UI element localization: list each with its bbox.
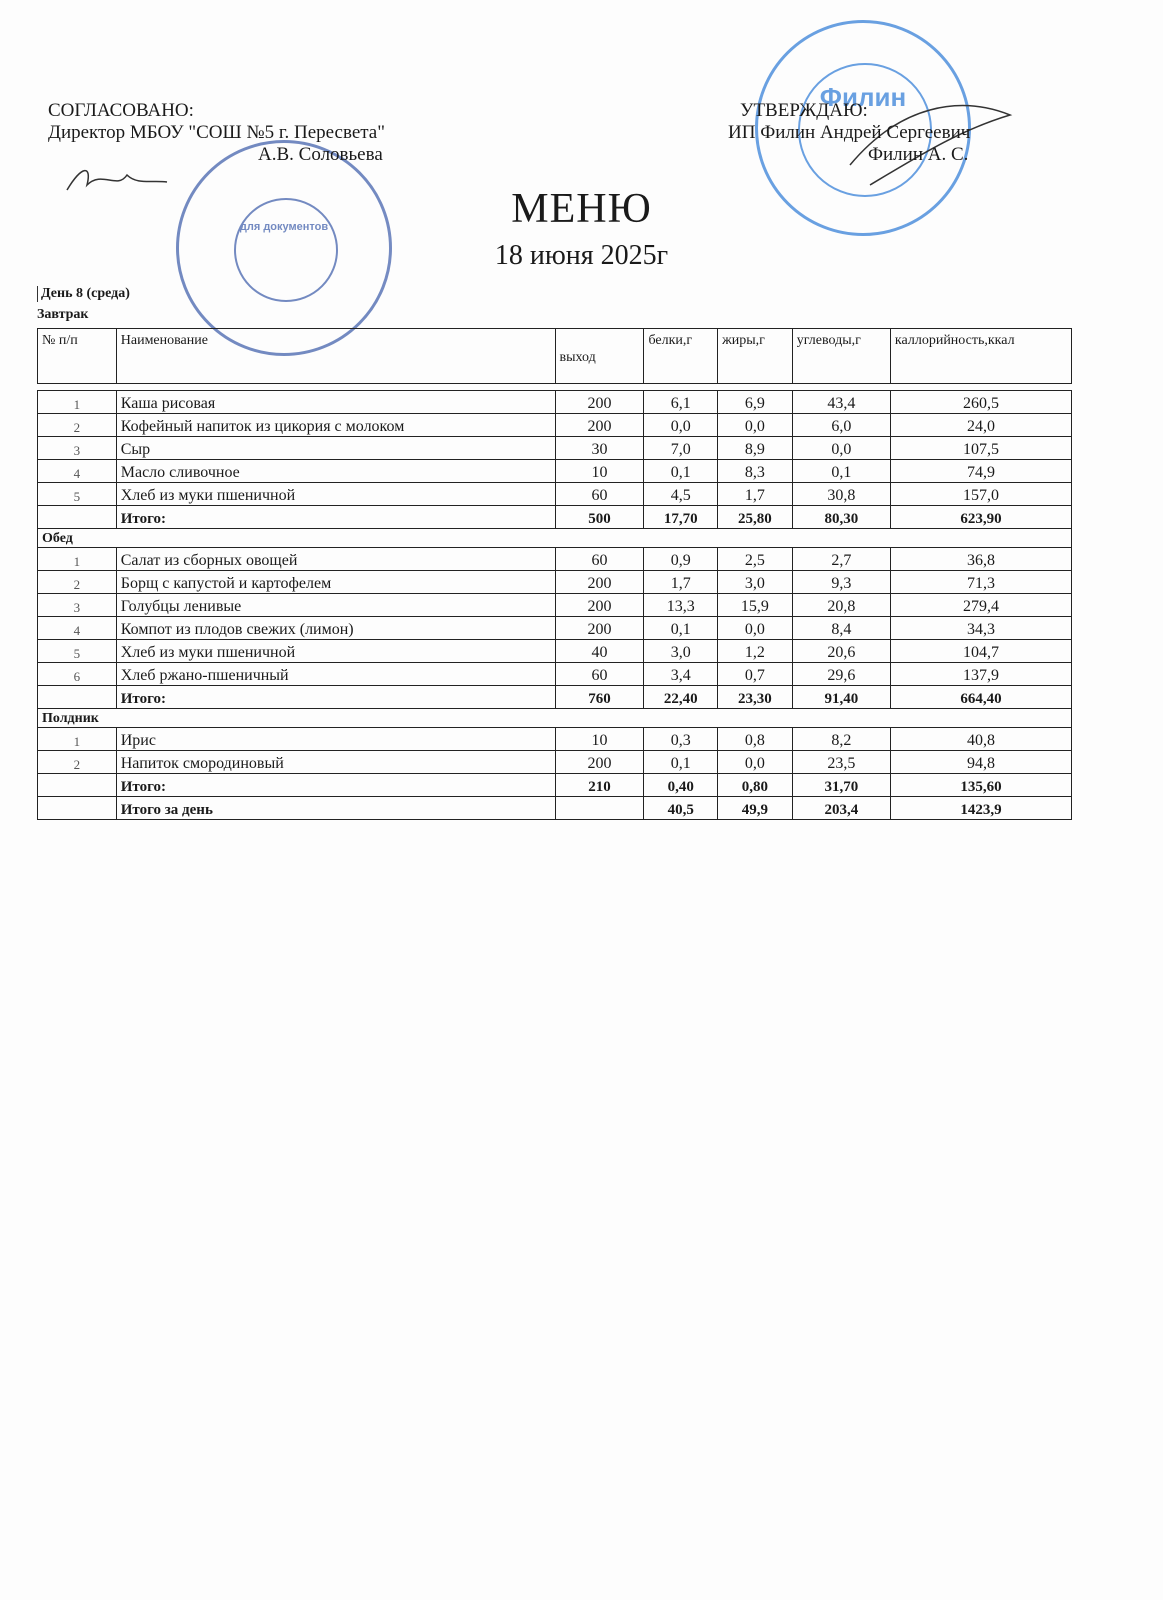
cell-num: 2 [38, 414, 117, 437]
total-yield: 500 [555, 506, 644, 529]
header-fat: жиры,г [718, 329, 793, 384]
cell-protein: 0,3 [644, 728, 718, 751]
cell-carbs: 0,0 [792, 437, 890, 460]
cell-protein: 0,1 [644, 751, 718, 774]
cell-fat: 2,5 [718, 548, 793, 571]
cell-yield: 200 [555, 594, 644, 617]
cell-carbs: 6,0 [792, 414, 890, 437]
table-row [38, 663, 1072, 686]
cell-name: Хлеб из муки пшеничной [116, 640, 555, 663]
section-label-breakfast: Завтрак [37, 307, 89, 322]
header-carbs: углеводы,г [792, 329, 890, 384]
header-name: Наименование [116, 329, 555, 384]
approved-name: Филин А. С. [868, 144, 969, 165]
cell-protein: 3,0 [644, 640, 718, 663]
cell-name: Напиток смородиновый [116, 751, 555, 774]
table-row [38, 617, 1072, 640]
cell-carbs: 8,2 [792, 728, 890, 751]
menu-table [37, 328, 1072, 820]
total-yield: 210 [555, 774, 644, 797]
cell-protein: 6,1 [644, 391, 718, 414]
agreed-name: А.В. Соловьева [258, 144, 383, 165]
total-protein: 17,70 [644, 506, 718, 529]
cell-num: 6 [38, 663, 117, 686]
table-row [38, 728, 1072, 751]
approved-position: ИП Филин Андрей Сергеевич [728, 122, 971, 143]
table-row [38, 594, 1072, 617]
cell-name: Ирис [116, 728, 555, 751]
cell-carbs: 8,4 [792, 617, 890, 640]
total-name: Итого: [116, 774, 555, 797]
cell-num [38, 506, 117, 529]
approved-label: УТВЕРЖДАЮ: [740, 100, 868, 121]
total-calories: 623,90 [890, 506, 1071, 529]
cell-calories: 137,9 [890, 663, 1071, 686]
cell-protein: 13,3 [644, 594, 718, 617]
cell-carbs: 9,3 [792, 571, 890, 594]
cell-yield: 10 [555, 460, 644, 483]
cell-fat: 0,0 [718, 751, 793, 774]
cell-fat: 15,9 [718, 594, 793, 617]
cell-num: 3 [38, 594, 117, 617]
cell-carbs: 43,4 [792, 391, 890, 414]
cell-name: Компот из плодов свежих (лимон) [116, 617, 555, 640]
cell-yield: 60 [555, 483, 644, 506]
approved-block [728, 100, 970, 166]
total-row [38, 686, 1072, 709]
cell-fat: 1,7 [718, 483, 793, 506]
cell-carbs: 23,5 [792, 751, 890, 774]
cell-protein: 0,1 [644, 460, 718, 483]
total-yield: 760 [555, 686, 644, 709]
section-row-snack [38, 709, 1072, 728]
cell-num: 4 [38, 617, 117, 640]
cell-fat: 8,9 [718, 437, 793, 460]
cell-num [38, 686, 117, 709]
cell-calories: 36,8 [890, 548, 1071, 571]
total-carbs: 91,40 [792, 686, 890, 709]
cell-yield: 30 [555, 437, 644, 460]
agreed-position: Директор МБОУ "СОШ №5 г. Пересвета" [48, 122, 385, 143]
cell-num [38, 797, 117, 820]
cell-name: Борщ с капустой и картофелем [116, 571, 555, 594]
cell-protein: 1,7 [644, 571, 718, 594]
cell-calories: 157,0 [890, 483, 1071, 506]
cell-name: Хлеб ржано-пшеничный [116, 663, 555, 686]
cell-fat: 1,2 [718, 640, 793, 663]
cell-num: 2 [38, 571, 117, 594]
page-title: МЕНЮ [511, 186, 652, 232]
cell-fat: 8,3 [718, 460, 793, 483]
total-carbs: 80,30 [792, 506, 890, 529]
cell-yield: 200 [555, 414, 644, 437]
cell-carbs: 20,6 [792, 640, 890, 663]
total-fat: 23,30 [718, 686, 793, 709]
table-row [38, 437, 1072, 460]
section-label-snack: Полдник [38, 709, 1072, 728]
table-row [38, 391, 1072, 414]
cell-num: 3 [38, 437, 117, 460]
cell-calories: 74,9 [890, 460, 1071, 483]
day-label: День 8 (среда) [37, 286, 130, 302]
cell-calories: 107,5 [890, 437, 1071, 460]
total-name: Итого: [116, 506, 555, 529]
table-header-row [38, 329, 1072, 384]
table-row [38, 548, 1072, 571]
menu-date: 18 июня 2025г [494, 240, 669, 271]
cell-yield: 10 [555, 728, 644, 751]
cell-calories: 94,8 [890, 751, 1071, 774]
cell-num: 1 [38, 548, 117, 571]
cell-fat: 0,7 [718, 663, 793, 686]
cell-num [38, 774, 117, 797]
cell-calories: 40,8 [890, 728, 1071, 751]
cell-protein: 7,0 [644, 437, 718, 460]
cell-protein: 4,5 [644, 483, 718, 506]
cell-name: Кофейный напиток из цикория с молоком [116, 414, 555, 437]
cell-fat: 6,9 [718, 391, 793, 414]
cell-calories: 24,0 [890, 414, 1071, 437]
seal-text: Филин [819, 82, 907, 112]
header-calories: каллорийность,ккал [890, 329, 1071, 384]
cell-calories: 260,5 [890, 391, 1071, 414]
day-total-row [38, 797, 1072, 820]
cell-yield: 60 [555, 548, 644, 571]
agreed-label: СОГЛАСОВАНО: [48, 100, 194, 121]
cell-name: Масло сливочное [116, 460, 555, 483]
cell-protein: 3,4 [644, 663, 718, 686]
cell-num: 1 [38, 391, 117, 414]
table-row [38, 751, 1072, 774]
section-label-lunch: Обед [38, 529, 1072, 548]
day-total-fat: 49,9 [718, 797, 793, 820]
total-protein: 0,40 [644, 774, 718, 797]
total-carbs: 31,70 [792, 774, 890, 797]
cell-name: Голубцы ленивые [116, 594, 555, 617]
cell-yield: 200 [555, 751, 644, 774]
header-num: № п/п [38, 329, 117, 384]
total-row [38, 506, 1072, 529]
table-row [38, 640, 1072, 663]
cell-name: Салат из сборных овощей [116, 548, 555, 571]
total-row [38, 774, 1072, 797]
cell-num: 5 [38, 483, 117, 506]
cell-calories: 71,3 [890, 571, 1071, 594]
total-calories: 135,60 [890, 774, 1071, 797]
cell-name: Каша рисовая [116, 391, 555, 414]
cell-calories: 34,3 [890, 617, 1071, 640]
cell-carbs: 20,8 [792, 594, 890, 617]
total-fat: 0,80 [718, 774, 793, 797]
table-row [38, 571, 1072, 594]
cell-yield: 200 [555, 617, 644, 640]
cell-fat: 0,0 [718, 617, 793, 640]
seal-text: для документов [239, 221, 329, 233]
cell-num: 5 [38, 640, 117, 663]
cell-num: 1 [38, 728, 117, 751]
cell-yield: 200 [555, 571, 644, 594]
header-yield: выход [555, 329, 644, 384]
cell-yield: 60 [555, 663, 644, 686]
section-row-lunch [38, 529, 1072, 548]
cell-carbs: 29,6 [792, 663, 890, 686]
day-total-yield [555, 797, 644, 820]
agreed-block [48, 100, 385, 166]
total-name: Итого: [116, 686, 555, 709]
table-row [38, 414, 1072, 437]
spacer-cell [38, 384, 1072, 391]
cell-carbs: 30,8 [792, 483, 890, 506]
day-total-calories: 1423,9 [890, 797, 1071, 820]
cell-carbs: 2,7 [792, 548, 890, 571]
cell-protein: 0,9 [644, 548, 718, 571]
cell-num: 4 [38, 460, 117, 483]
day-total-name: Итого за день [116, 797, 555, 820]
cell-num: 2 [38, 751, 117, 774]
header-protein: белки,г [644, 329, 718, 384]
cell-yield: 200 [555, 391, 644, 414]
cell-calories: 104,7 [890, 640, 1071, 663]
cell-protein: 0,0 [644, 414, 718, 437]
cell-calories: 279,4 [890, 594, 1071, 617]
total-protein: 22,40 [644, 686, 718, 709]
table-row [38, 483, 1072, 506]
day-total-protein: 40,5 [644, 797, 718, 820]
table-row [38, 460, 1072, 483]
cell-yield: 40 [555, 640, 644, 663]
cell-carbs: 0,1 [792, 460, 890, 483]
total-calories: 664,40 [890, 686, 1071, 709]
day-total-carbs: 203,4 [792, 797, 890, 820]
cell-name: Хлеб из муки пшеничной [116, 483, 555, 506]
cell-protein: 0,1 [644, 617, 718, 640]
cell-name: Сыр [116, 437, 555, 460]
total-fat: 25,80 [718, 506, 793, 529]
cell-fat: 0,8 [718, 728, 793, 751]
spacer-row [38, 384, 1072, 391]
cell-fat: 3,0 [718, 571, 793, 594]
cell-fat: 0,0 [718, 414, 793, 437]
